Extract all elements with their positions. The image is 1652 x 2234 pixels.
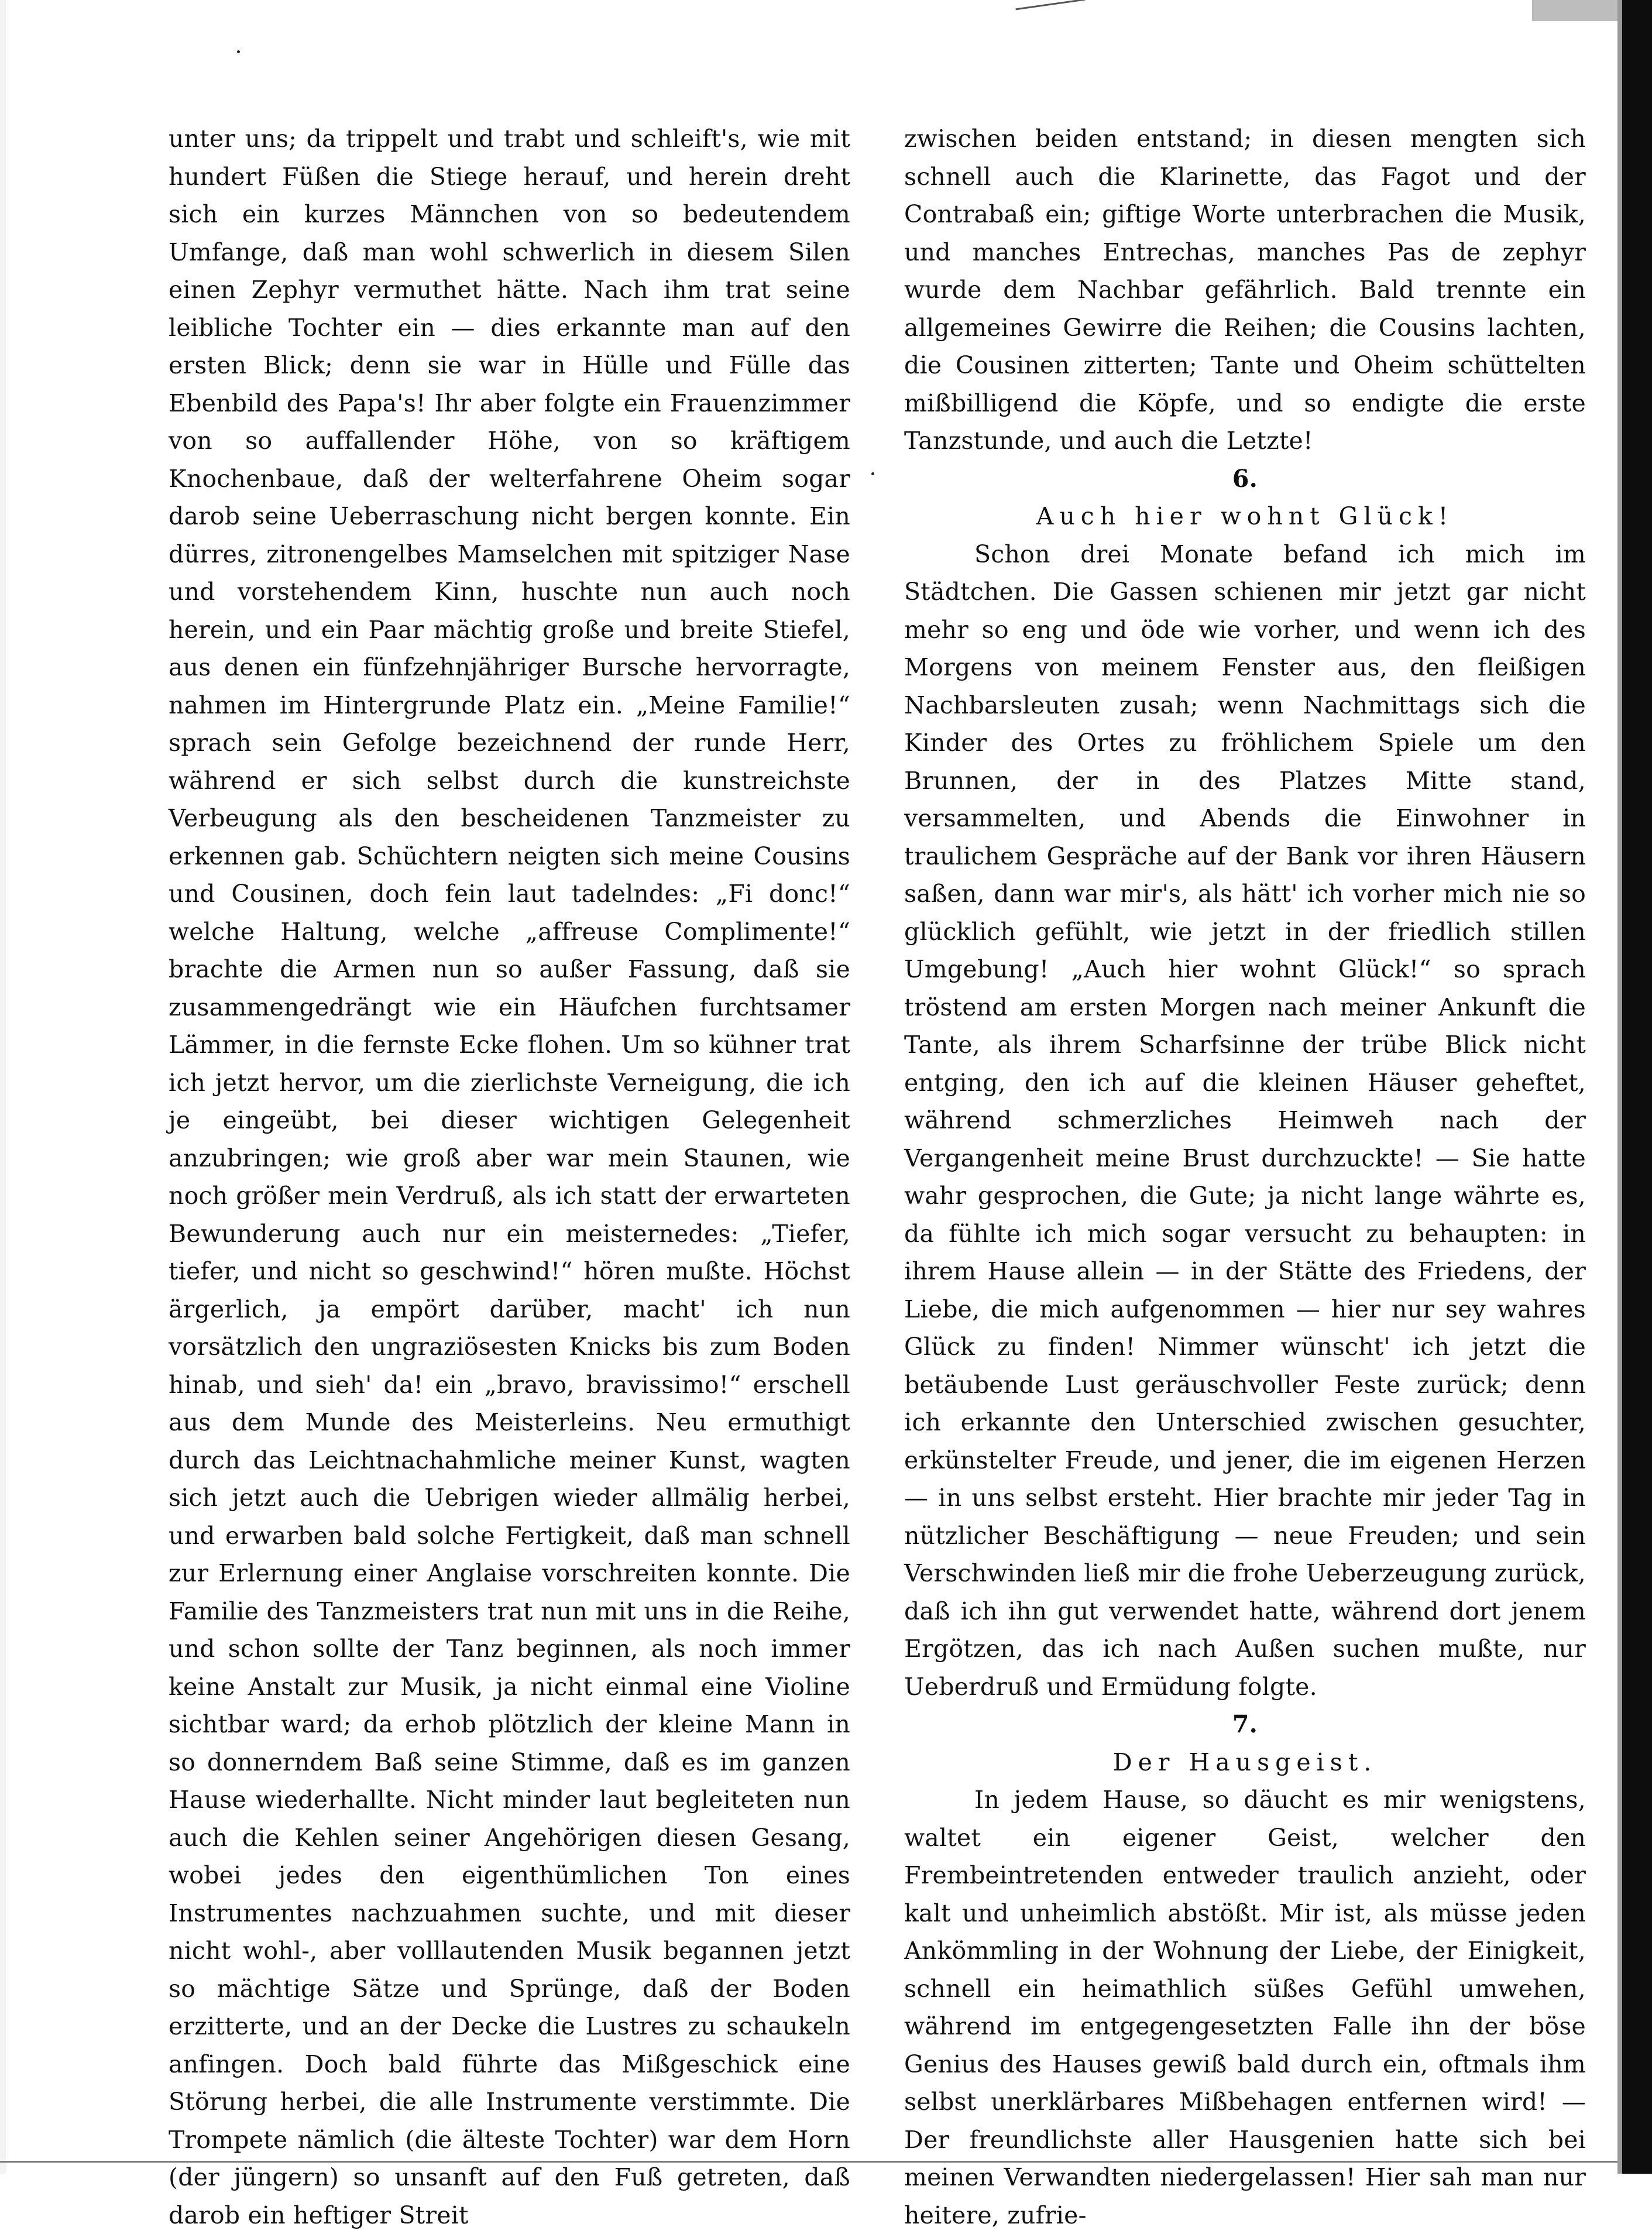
section-6-text: Schon drei Monate befand ich mich im Städtchen. Die Gassen schienen mir jetzt gar nicht mehr so eng und öde wie vorher, und wenn ich des Morgens von meinem Fenster aus, den fleißigen Nachbarsleuten zusah; wenn Nachmittags sich die Kinder des Ortes zu fröhlichem Spiele um den Brunnen, der in des Platzes Mitte stand, versammelten, und Abends die Einwohner in traulichem Gespräche auf der Bank vor ihren Häusern saßen, dann war mir's, als hätt' ich vorher mich nie so glücklich gefühlt, wie jetzt in der friedlich stillen Umgebung! „Auch hier wohnt Glück!“ so sprach tröstend am ersten Morgen nach meiner Ankunft die Tante, als ihrem Scharfsinne der trübe Blick nicht entging, den ich auf die kleinen Häuser geheftet, während schmerzliches Heimweh nach der Vergangenheit meine Brust durchzuckte! — Sie hatte wahr gesprochen, die Gute; ja nicht lange währte es, da fühlte ich mich sogar versucht zu behaupten: in ihrem Hause allein — in der Stätte des Friedens, der Liebe, die mich aufgenommen — hier nur sey wahres Glück zu finden! Nimmer wünscht' ich jetzt die betäubende Lust geräuschvoller Feste zurück; denn ich erkannte den Unterschied zwischen gesuchter, erkünstelter Freude, und jener, die im eigenen Herzen — in uns selbst ersteht. Hier brachte mir jeder Tag in nützlicher Beschäftigung — neue Freuden; und sein Verschwinden ließ mir die frohe Ueberzeugung zurück, daß ich ihn gut verwendet hatte, während dort jenem Ergötzen, das ich nach Außen suchen mußte, nur Ueberdruß und Ermüdung folgte. bbox=[904, 540, 1586, 1701]
top-right-scan-shadow bbox=[1532, 0, 1622, 21]
section-7-title: Der Hausgeist. bbox=[1112, 1748, 1378, 1776]
ink-speck bbox=[237, 50, 240, 53]
left-page-margin bbox=[0, 0, 6, 2174]
section-7-number: 7. bbox=[1232, 1710, 1258, 1738]
right-scan-shadow bbox=[1617, 0, 1622, 2174]
left-column bbox=[169, 120, 850, 2234]
right-column bbox=[904, 120, 1586, 2234]
section-7-text: In jedem Hause, so däucht es mir wenigstens, waltet ein eigener Geist, welcher den Frembeintretenden entweder traulich anzieht, oder kalt und unheimlich abstößt. Mir ist, als müsse jeden Ankömmling in der Wohnung der Liebe, der Einigkeit, schnell ein heimathlich süßes Gefühl umwehen, während im entgegengesetzten Falle ihn der böse Genius des Hauses gewiß bald durch ein, oftmals ihm selbst unerklärbares Mißbehagen entfernen wird! — Der freundlichste aller Hausgenien hatte sich bei meinen Verwandten niedergelassen! Hier sah man nur heitere, zufrie- bbox=[904, 1786, 1586, 2229]
section-6-number: 6. bbox=[1232, 464, 1258, 493]
continuation-paragraph: zwischen beiden entstand; in diesen mengten sich schnell auch die Klarinette, das Fagot und der Contrabaß ein; giftige Worte unterbrachen die Musik, und manches Entrechas, manches Pas de zephyr wurde dem Nachbar gefährlich. Bald trennte ein allgemeines Gewirre die Reihen; die Cousins lachten, die Cousinen zitterten; Tante und Oheim schüttelten mißbilligend die Köpfe, und so endigte die erste Tanzstunde, und auch die Letzte! bbox=[904, 125, 1586, 455]
section-6-title: Auch hier wohnt Glück! bbox=[1036, 502, 1454, 530]
ink-speck bbox=[871, 472, 874, 475]
pencil-mark bbox=[1015, 0, 1085, 10]
right-scan-border bbox=[1622, 0, 1652, 2174]
left-column-paragraph: unter uns; da trippelt und trabt und schleift's, wie mit hundert Füßen die Stiege herauf, und herein dreht sich ein kurzes Männchen von so bedeutendem Umfange, daß man wohl schwerlich in diesem Silen einen Zephyr vermuthet hätte. Nach ihm trat seine leibliche Tochter ein — dies erkannte man auf den ersten Blick; denn sie war in Hülle und Fülle das Ebenbild des Papa's! Ihr aber folgte ein Frauenzimmer von so auffallender Höhe, von so kräftigem Knochenbaue, daß der welterfahrene Oheim sogar darob seine Ueberraschung nicht bergen konnte. Ein dürres, zitronengelbes Mamselchen mit spitziger Nase und vorstehendem Kinn, huschte nun auch noch herein, und ein Paar mächtig große und breite Stiefel, aus denen ein fünfzehnjähriger Bursche hervorragte, nahmen im Hintergrunde Platz ein. „Meine Familie!“ sprach sein Gefolge bezeichnend der runde Herr, während er sich selbst durch die kunstreichste Verbeugung als den bescheidenen Tanzmeister zu erkennen gab. Schüchtern neigten sich meine Cousins und Cousinen, doch fein laut tadelndes: „Fi donc!“ welche Haltung, welche „affreuse Complimente!“ brachte die Armen nun so außer Fassung, daß sie zusammengedrängt wie ein Häufchen furchtsamer Lämmer, in die fernste Ecke flohen. Um so kühner trat ich jetzt hervor, um die zierlichste Verneigung, die ich je eingeübt, bei dieser wichtigen Gelegenheit anzubringen; wie groß aber war mein Staunen, wie noch größer mein Verdruß, als ich statt der erwarteten Bewunderung auch nur ein meisternedes: „Tiefer, tiefer, und nicht so geschwind!“ hören mußte. Höchst ärgerlich, ja empört darüber, macht' ich nun vorsätzlich den ungraziösesten Knicks bis zum Boden hinab, und sieh' da! ein „bravo, bravissimo!“ erschell aus dem Munde des Meisterleins. Neu ermuthigt durch das Leichtnachahmliche meiner Kunst, wagten sich jetzt auch die Uebrigen wieder allmälig herbei, und erwarben bald solche Fertigkeit, daß man schnell zur Erlernung einer Anglaise vorschreiten konnte. Die Familie des Tanzmeisters trat nun mit uns in die Reihe, und schon sollte der Tanz beginnen, als noch immer keine Anstalt zur Musik, ja nicht einmal eine Violine sichtbar ward; da erhob plötzlich der kleine Mann in so donnerndem Baß seine Stimme, daß es im ganzen Hause wiederhallte. Nicht minder laut begleiteten nun auch die Kehlen seiner Angehörigen diesen Gesang, wobei jedes den eigenthümlichen Ton eines Instrumentes nachzuahmen suchte, und mit dieser nicht wohl-, aber volllautenden Musik begannen jetzt so mächtige Sätze und Sprünge, daß der Boden erzitterte, und an der Decke die Lustres zu schaukeln anfingen. Doch bald führte das Mißgeschick eine Störung herbei, die alle Instrumente verstimmte. Die Trompete nämlich (die älteste Tochter) war dem Horn (der jüngern) so unsanft auf den Fuß getreten, daß darob ein heftiger Streit bbox=[169, 125, 850, 2229]
